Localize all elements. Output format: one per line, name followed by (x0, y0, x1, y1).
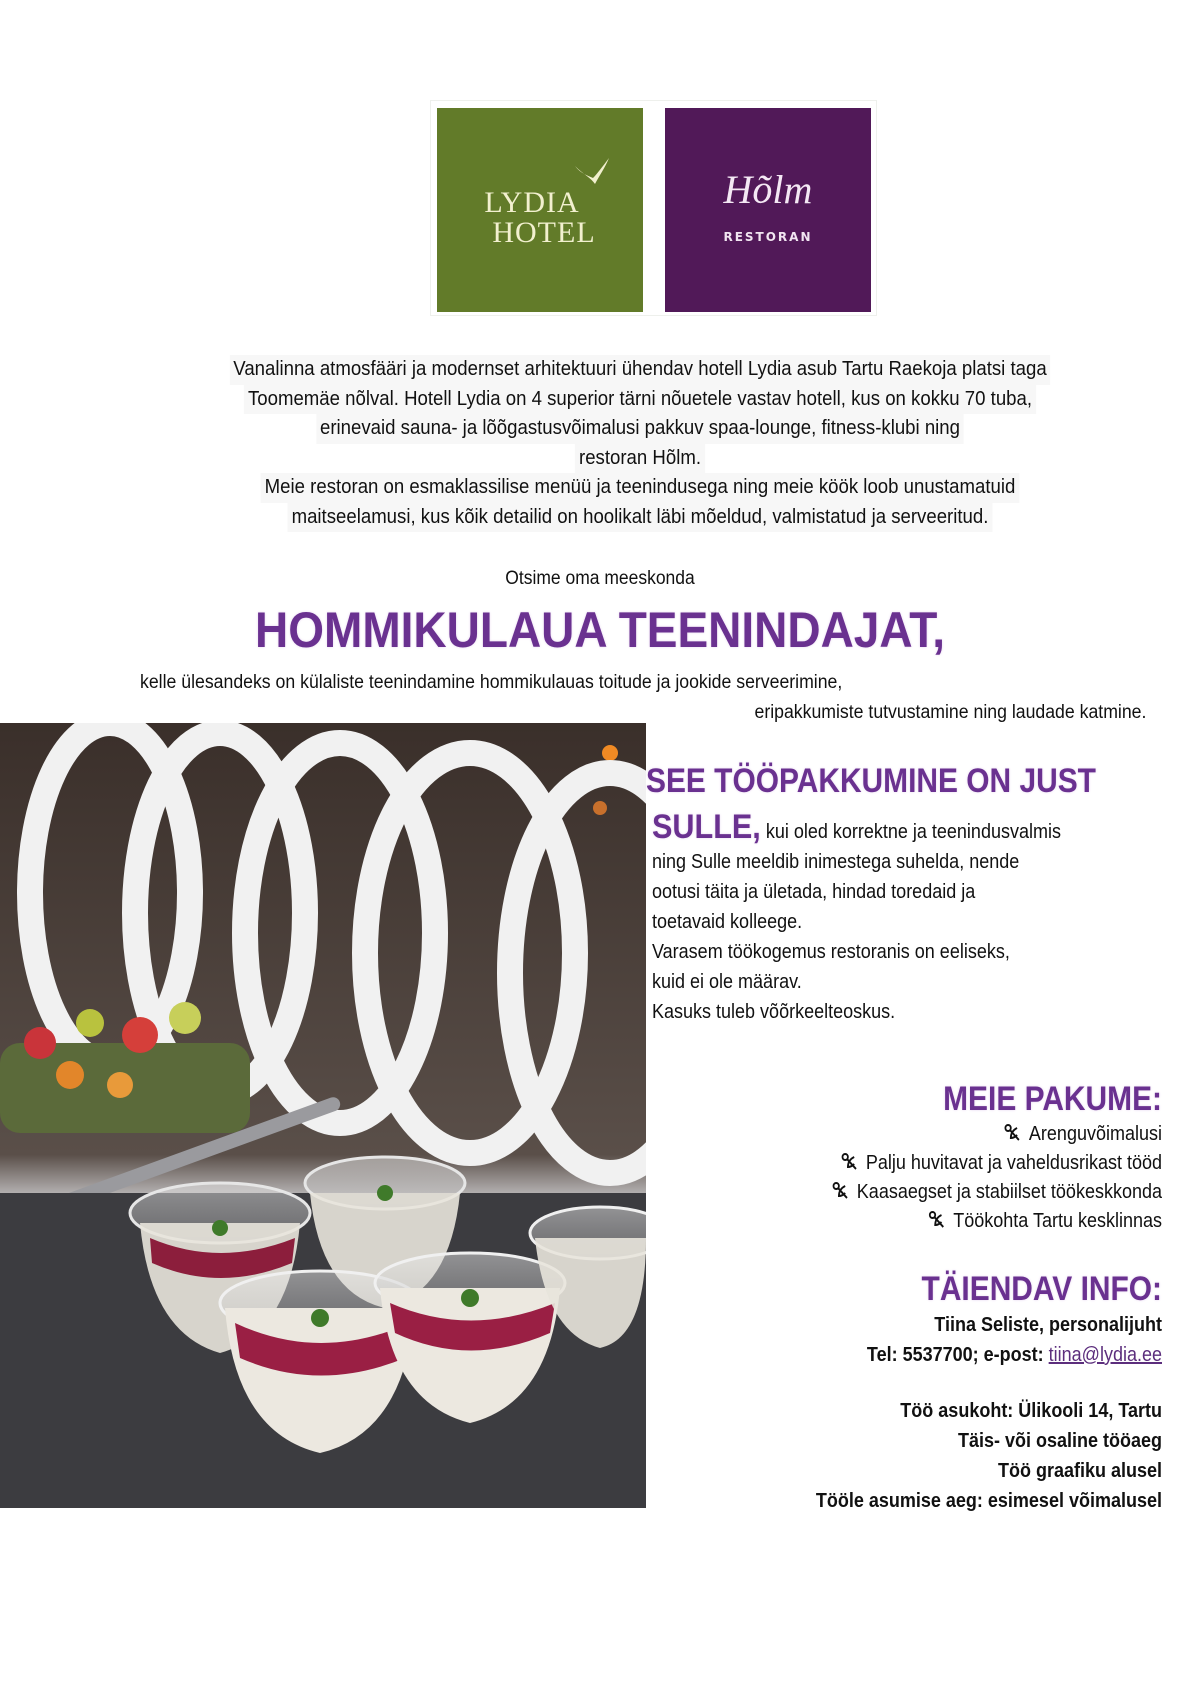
offer-line: ning Sulle meeldib inimestega suhelda, nende (652, 851, 1020, 873)
scissors-bullet-icon (841, 1152, 859, 1172)
detail-line: Töö asukoht: Ülikooli 14, Tartu (900, 1400, 1162, 1422)
offer-line: Kasuks tuleb võõrkeelteoskus. (652, 1001, 896, 1023)
food-photo (0, 723, 646, 1508)
intro-line: Meie restoran on esmaklassilise menüü ja teenindusega ning meie köök loob unustamatuid (261, 473, 1019, 503)
benefits-section (602, 1078, 1162, 1236)
offer-line: kui oled korrektne ja teenindusvalmis (760, 821, 1061, 843)
logo-script-holm: Hõlm (723, 167, 813, 212)
phone-label: Tel: 5537700; e-post: (866, 1344, 1049, 1366)
offer-first-line (652, 808, 1120, 847)
offer-title-sulle: SULLE, (652, 808, 761, 846)
detail-line: Täis- või osaline tööaeg (957, 1430, 1162, 1452)
dessert-photo-illustration (0, 723, 646, 1508)
intro-paragraph (175, 355, 1105, 532)
job-title: HOMMIKULAUA TEENINDAJAT, (255, 602, 945, 658)
offer-body (652, 808, 1120, 1027)
scissors-bullet-icon (928, 1210, 946, 1230)
lydia-hotel-logo (437, 108, 643, 312)
logo-text-hotel: HOTEL (492, 216, 596, 249)
intro-line: Toomemäe nõlval. Hotell Lydia on 4 superior tärni nõuetele vastav hotell, kus on kokku 70 tuba, (244, 385, 1036, 415)
benefit-text: Töökohta Tartu kesklinnas (953, 1210, 1162, 1232)
benefit-item (658, 1120, 1162, 1149)
logo-text-lydia: LYDIA (484, 186, 580, 219)
offer-line: ootusi täita ja ületada, hindad toredaid ja (652, 881, 976, 903)
detail-line: Tööle asumise aeg: esimesel võimalusel (815, 1490, 1162, 1512)
offer-line: Varasem töökogemus restoranis on eeliseks, (652, 941, 1010, 963)
intro-line: erinevaid sauna- ja lõõgastusvõimalusi pakkuv spaa-lounge, fitness-klubi ning (316, 414, 963, 444)
seeking-text: Otsime oma meeskonda (505, 568, 695, 589)
intro-line: Vanalinna atmosfääri ja modernset arhitektuuri ühendav hotell Lydia asub Tartu Raekoja platsi taga (230, 355, 1051, 385)
contact-block (658, 1310, 1162, 1516)
info-section (602, 1268, 1162, 1516)
benefit-item (658, 1207, 1162, 1236)
duty-description-line: kelle ülesandeks on külaliste teenindamine hommikulauas toitude ja jookide serveerimine, (140, 672, 843, 693)
duty-description-line: eripakkumiste tutvustamine ning laudade katmine. (754, 702, 1146, 723)
benefit-text: Palju huvitavat ja vaheldusrikast tööd (865, 1152, 1162, 1174)
scissors-bullet-icon (832, 1181, 850, 1201)
benefits-title: MEIE PAKUME: (943, 1080, 1162, 1118)
detail-line: Töö graafiku alusel (997, 1460, 1162, 1482)
benefit-text: Kaasaegset ja stabiilset töökeskkonda (856, 1181, 1162, 1203)
offer-line: toetavaid kolleege. (652, 911, 803, 933)
logo-block (430, 100, 877, 316)
benefit-item (658, 1149, 1162, 1178)
info-title: TÄIENDAV INFO: (921, 1270, 1162, 1308)
offer-title: SEE TÖÖPAKKUMINE ON JUST (646, 762, 1096, 800)
offer-line: kuid ei ole määrav. (652, 971, 802, 993)
contact-phone-email (658, 1340, 1162, 1370)
holm-restoran-logo (665, 108, 871, 312)
spacer (658, 1370, 1162, 1396)
email-link[interactable]: tiina@lydia.ee (1048, 1344, 1162, 1366)
scissors-bullet-icon (1004, 1123, 1022, 1143)
benefit-text: Arenguvõimalusi (1028, 1123, 1162, 1145)
contact-name: Tiina Seliste, personalijuht (934, 1314, 1162, 1336)
benefit-item (658, 1178, 1162, 1207)
intro-line: restoran Hõlm. (575, 444, 704, 474)
benefits-list (658, 1120, 1162, 1236)
bird-icon (571, 156, 611, 186)
intro-line: maitseelamusi, kus kõik detailid on hoolikalt läbi mõeldud, valmistatud ja serveeritud. (288, 503, 992, 533)
logo-text-restoran: RESTORAN (723, 230, 813, 244)
